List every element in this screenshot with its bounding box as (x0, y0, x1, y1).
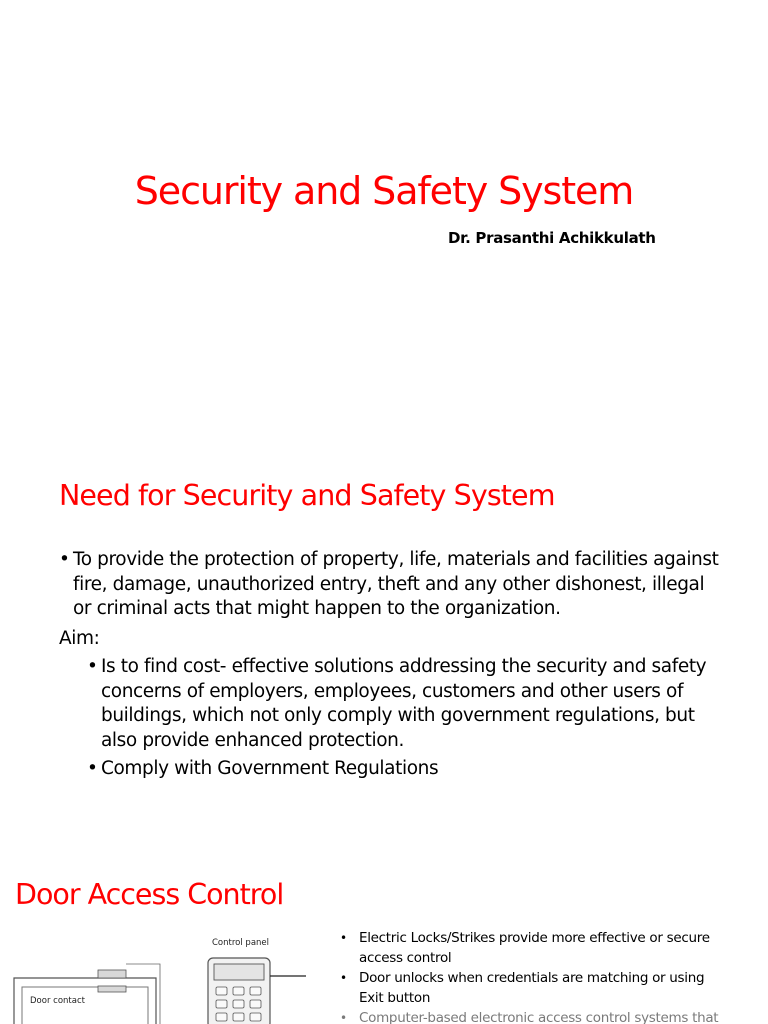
author-name: Dr. Prasanthi Achikkulath (448, 229, 656, 247)
bullet-text: Comply with Government Regulations (101, 758, 439, 779)
control-panel-label: Control panel (212, 938, 270, 948)
aim-list (87, 655, 719, 782)
bullet-text: Computer-based electronic access control systems that (359, 1010, 719, 1024)
door-access-slide (0, 842, 768, 1024)
bullet-icon: • (87, 656, 98, 677)
need-slide (0, 432, 768, 842)
list-item (340, 968, 730, 1008)
list-item (340, 1008, 730, 1024)
wire-line (126, 964, 160, 1024)
title-slide (0, 0, 768, 432)
list-item (59, 548, 719, 622)
bullet-text: To provide the protection of property, life, materials and facilities against fire, damage, unauthorized entry, theft and any other dishonest, illegal or criminal acts that might happen to the organization. (73, 549, 719, 619)
slide-body (59, 548, 719, 786)
bullet-icon: • (340, 971, 347, 985)
bullet-icon: • (340, 931, 347, 945)
bullet-text: Electric Locks/Strikes provide more effective or secure access control (359, 930, 710, 966)
bullet-text: Is to find cost- effective solutions addressing the security and safety concerns of employers, employees, customers and other users of buildings, which not only comply with government regulations, but also provide enhanced protection. (101, 656, 707, 751)
bullet-icon: • (340, 1011, 347, 1024)
aim-label: Aim: (59, 627, 100, 649)
bullet-icon: • (87, 758, 98, 779)
list-item (340, 928, 730, 968)
control-panel-display (214, 964, 264, 980)
door-contact-sensor-bottom (98, 986, 126, 992)
keypad (216, 987, 261, 1021)
slide-body (340, 928, 730, 1024)
list-item (87, 757, 719, 782)
bullet-text: Door unlocks when credentials are matching or using Exit button (359, 970, 705, 1006)
door-contact-label: Door contact (30, 996, 85, 1006)
list-item (87, 655, 719, 753)
slide-title: Need for Security and Safety System (59, 479, 555, 512)
slide-title: Door Access Control (15, 878, 284, 911)
door-contact-sensor-top (98, 970, 126, 978)
bullet-icon: • (59, 549, 70, 570)
presentation-title: Security and Safety System (134, 169, 634, 213)
